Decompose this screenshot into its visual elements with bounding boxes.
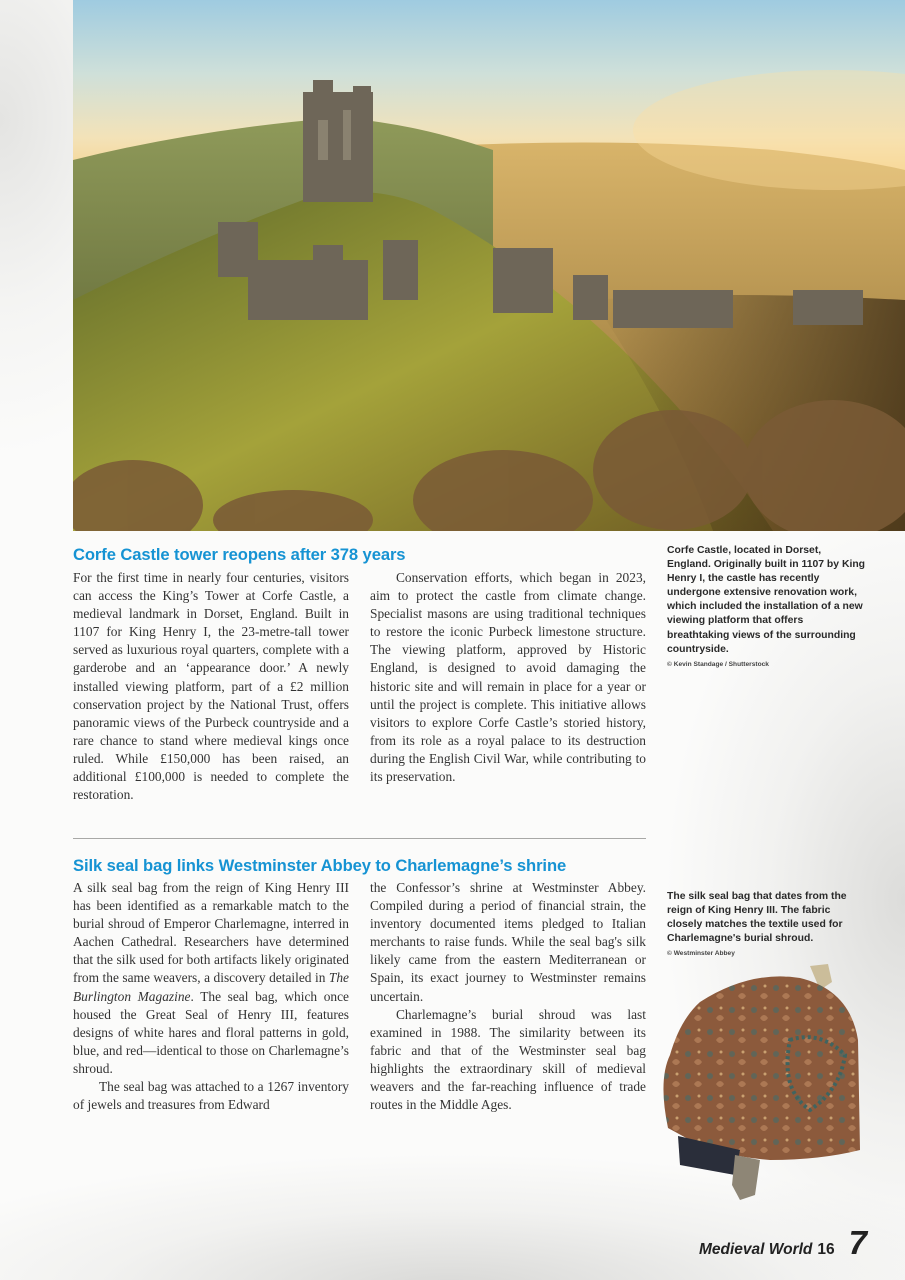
article-divider [73,838,646,839]
photo-caption-seal-bag [667,890,867,958]
hero-photo-corfe-castle [73,0,905,531]
issue-number: 16 [817,1241,835,1258]
article2-paragraph: the Confessor’s shrine at Westminster Abbey. Compiled during a period of financial strain, the inventory documented items pledged to Italian merchants to raise funds. While the seal bag's silk likely came from the eastern Mediterranean or Spain, its exact journey to Westminster remains uncertain. [370,880,646,1004]
article2-paragraph: Charlemagne’s burial shroud was last examined in 1988. The similarity between its fabric and that of the Westminster seal bag highlights the extraordinary skill of medieval weavers and the far-reaching influence of trade routes in the Middle Ages. [370,1006,646,1113]
article2-column-2 [370,879,646,1114]
paragraph-text: A silk seal bag from the reign of King Henry III has been identified as a remarkable match to the burial shroud of Emperor Charlemagne, interred in Aachen Cathedral. Researchers have determined that the silk used for both artifacts likely originated from the same weavers, a discovery detailed in [73,880,349,986]
article2-paragraph: The seal bag was attached to a 1267 inventory of jewels and treasures from Edward [73,1079,349,1113]
article1-paragraph: Conservation efforts, which began in 2023, aim to protect the castle from climate change. Specialist masons are using traditional techniques to restore the iconic Purbeck limestone structure. The viewing platform, approved by Historic England, is designed to avoid damaging the historic site and will remain in place for a year or until the project is complete. This initiative allows visitors to explore Corfe Castle’s storied history, from its role as a royal palace to its destruction during the English Civil War, while contributing to its preservation. [370,570,646,785]
seal-bag-photo [660,960,860,1205]
page-number: 7 [848,1224,867,1261]
article2-column-1 [73,879,349,1114]
castle-landscape-icon [73,0,905,531]
photo-caption-corfe-castle [667,544,867,669]
silk-seal-bag-icon [660,960,860,1205]
article1-paragraph: For the first time in nearly four centuries, visitors can access the King’s Tower at Corfe Castle, a medieval landmark in Dorset, England. Built in 1107 for King Henry I, the 23-metre-tall tower served as luxurious royal quarters, complete with a garderobe and an ‘appearance door.’ A newly installed viewing platform, part of a £2 million conservation project by the National Trust, offers panoramic views of the Purbeck countryside and a rare chance to stand where medieval kings once ruled. While £150,000 has been raised, an additional £100,000 is needed to complete the restoration. [73,570,349,803]
article-headline-corfe-castle: Corfe Castle tower reopens after 378 years [73,545,406,564]
article2-paragraph [73,879,349,1078]
caption-text: The silk seal bag that dates from the reign of King Henry III. The fabric closely matches the textile used for Charlemagne's burial shroud. [667,891,847,945]
page-footer [699,1226,867,1259]
article-headline-silk-seal-bag: Silk seal bag links Westminster Abbey to Charlemagne’s shrine [73,856,567,875]
caption-text: Corfe Castle, located in Dorset, England. Originally built in 1107 by King Henry I, the castle has recently undergone extensive renovation work, which included the installation of a new viewing platform that offers breathtaking views of the surrounding countryside. [667,545,866,655]
paragraph-text: . The seal bag, which once housed the Great Seal of Henry III, features designs of white hares and floral patterns in gold, blue, and red—identical to those on Charlemagne’s shroud. [73,988,350,1076]
photo-credit: © Westminster Abbey [667,950,735,958]
photo-credit: © Kevin Standage / Shutterstock [667,660,769,668]
article1-column-2 [370,569,646,786]
article1-column-1 [73,569,349,804]
magazine-title: Medieval World [698,1241,813,1258]
publication-title: The Burlington Magazine [73,970,349,1004]
